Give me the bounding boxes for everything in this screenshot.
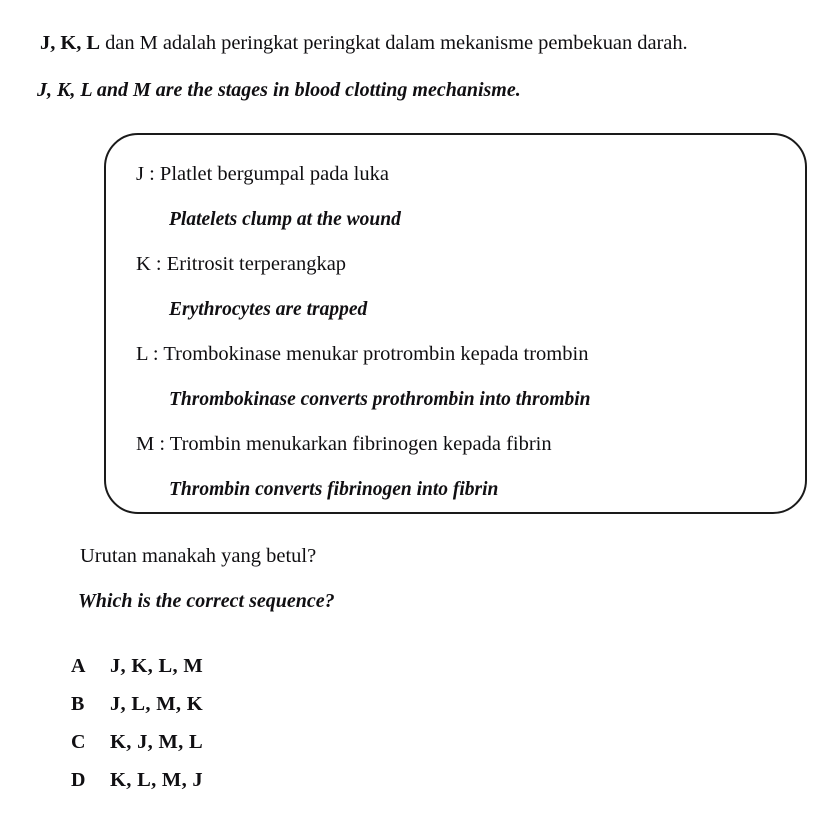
prompt-english: Which is the correct sequence? xyxy=(78,590,335,612)
option-a-text: J, K, L, M xyxy=(110,655,203,677)
option-b-text: J, L, M, K xyxy=(110,693,203,715)
stage-item-m xyxy=(136,422,787,512)
stage-k-malay: K : Eritrosit terperangkap xyxy=(136,253,347,275)
option-b[interactable] xyxy=(71,693,471,731)
option-c-letter: C xyxy=(71,731,86,753)
option-a[interactable] xyxy=(71,655,471,693)
answer-options xyxy=(71,655,471,807)
stage-m-malay: M : Trombin menukarkan fibrinogen kepada fibrin xyxy=(136,433,552,455)
option-d[interactable] xyxy=(71,769,471,807)
stage-item-k xyxy=(136,242,787,332)
stage-l-english: Thrombokinase converts prothrombin into thrombin xyxy=(169,389,591,410)
option-b-letter: B xyxy=(71,693,85,715)
stem-lead-letters: J, K, L xyxy=(40,32,101,54)
stage-j-malay: J : Platlet bergumpal pada luka xyxy=(136,163,389,185)
stem-line-malay xyxy=(40,28,810,58)
stage-item-j xyxy=(136,152,787,242)
stage-item-l xyxy=(136,332,787,422)
option-a-letter: A xyxy=(71,655,86,677)
option-d-letter: D xyxy=(71,769,86,791)
stage-m-english: Thrombin converts fibrinogen into fibrin xyxy=(169,479,499,500)
question-prompt xyxy=(80,541,680,616)
option-c[interactable] xyxy=(71,731,471,769)
question-stem xyxy=(37,28,810,105)
stem-line-english: J, K, L and M are the stages in blood clotting mechanisme. xyxy=(37,79,521,101)
prompt-malay: Urutan manakah yang betul? xyxy=(80,545,317,567)
stage-k-english: Erythrocytes are trapped xyxy=(169,299,368,320)
stage-list xyxy=(136,152,787,512)
option-d-text: K, L, M, J xyxy=(110,769,203,791)
option-c-text: K, J, M, L xyxy=(110,731,203,753)
stem-lead-rest: dan M adalah peringkat peringkat dalam mekanisme pembekuan darah. xyxy=(100,32,688,54)
stage-l-malay: L : Trombokinase menukar protrombin kepada trombin xyxy=(136,343,589,365)
stage-box xyxy=(104,133,807,514)
stage-j-english: Platelets clump at the wound xyxy=(169,209,401,230)
